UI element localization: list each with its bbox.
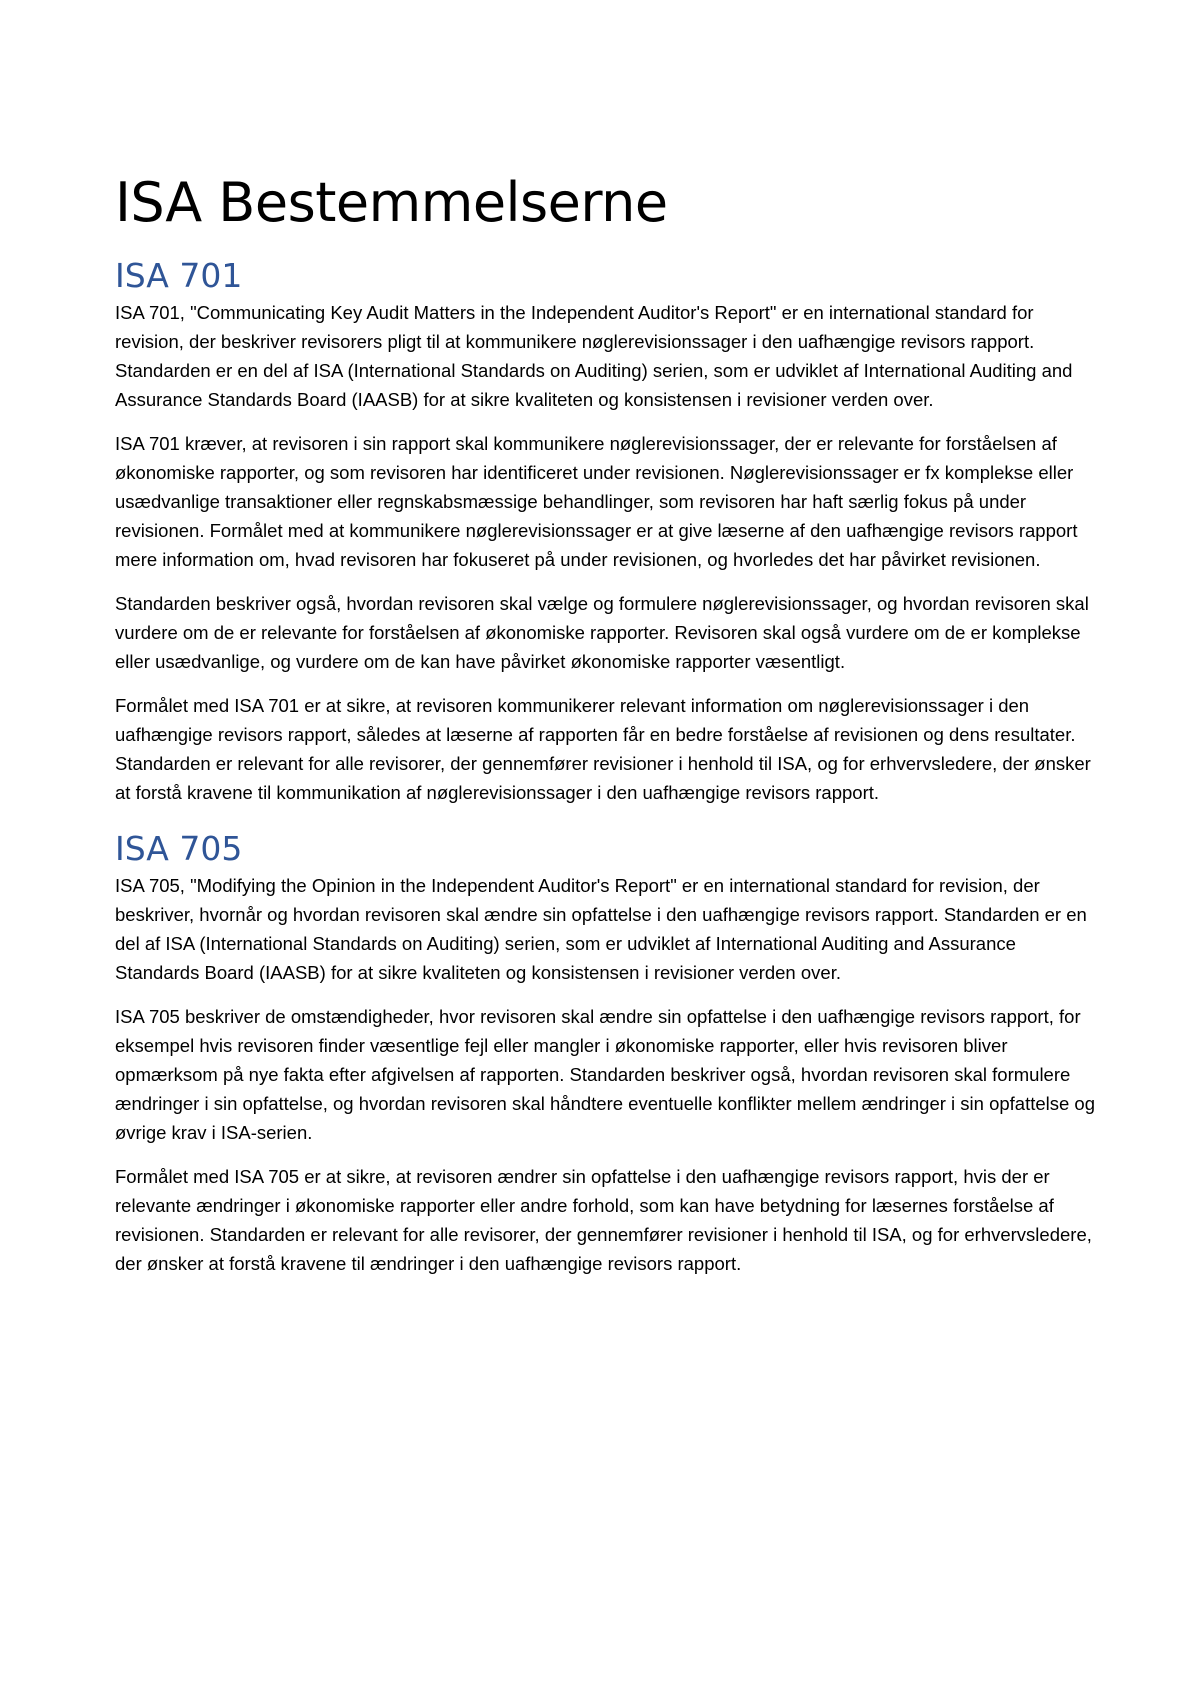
paragraph: ISA 705, "Modifying the Opinion in the Independent Auditor's Report" er en international standard for revision, der beskriver, hvornår og hvordan revisoren skal ændre sin opfattelse i den uafhængige revisors rapport. Standarden er en del af ISA (International Standards on Auditing) serien, som er udviklet af International Auditing and Assurance Standards Board (IAASB) for at sikre kvaliteten og konsistensen i revisioner verden over. xyxy=(115,875,1087,983)
section-isa-701 xyxy=(115,256,1105,807)
section-isa-705 xyxy=(115,829,1105,1278)
paragraph: Formålet med ISA 705 er at sikre, at revisoren ændrer sin opfattelse i den uafhængige revisors rapport, hvis der er relevante ændringer i økonomiske rapporter eller andre forhold, som kan have betydning for læsernes forståelse af revisionen. Standarden er relevant for alle revisorer, der gennemfører revisioner i henhold til ISA, og for erhvervsledere, der ønsker at forstå kravene til ændringer i den uafhængige revisors rapport. xyxy=(115,1166,1092,1274)
paragraph: ISA 705 beskriver de omstændigheder, hvor revisoren skal ændre sin opfattelse i den uafhængige revisors rapport, for eksempel hvis revisoren finder væsentlige fejl eller mangler i økonomiske rapporter, eller hvis revisoren bliver opmærksom på nye fakta efter afgivelsen af rapporten. Standarden beskriver også, hvordan revisoren skal formulere ændringer i sin opfattelse, og hvordan revisoren skal håndtere eventuelle konflikter mellem ændringer i sin opfattelse og øvrige krav i ISA-serien. xyxy=(115,1006,1096,1143)
paragraph: ISA 701 kræver, at revisoren i sin rapport skal kommunikere nøglerevisionssager, der er relevante for forståelsen af økonomiske rapporter, og som revisoren har identificeret under revisionen. Nøglerevisionssager er fx komplekse eller usædvanlige transaktioner eller regnskabsmæssige behandlinger, som revisoren har haft særlig fokus på under revisionen. Formålet med at kommunikere nøglerevisionssager er at give læserne af den uafhængige revisors rapport mere information om, hvad revisoren har fokuseret på under revisionen, og hvorledes det har påvirket revisionen. xyxy=(115,433,1078,570)
document-title: ISA Bestemmelserne xyxy=(115,171,668,234)
document-page xyxy=(115,170,1105,1293)
section-heading: ISA 705 xyxy=(115,829,243,868)
section-heading: ISA 701 xyxy=(115,256,243,295)
paragraph: ISA 701, "Communicating Key Audit Matters in the Independent Auditor's Report" er en international standard for revision, der beskriver revisorers pligt til at kommunikere nøglerevisionssager i den uafhængige revisors rapport. Standarden er en del af ISA (International Standards on Auditing) serien, som er udviklet af International Auditing and Assurance Standards Board (IAASB) for at sikre kvaliteten og konsistensen i revisioner verden over. xyxy=(115,302,1073,410)
paragraph: Standarden beskriver også, hvordan revisoren skal vælge og formulere nøglerevisionssager, og hvordan revisoren skal vurdere om de er relevante for forståelsen af økonomiske rapporter. Revisoren skal også vurdere om de er komplekse eller usædvanlige, og vurdere om de kan have påvirket økonomiske rapporter væsentligt. xyxy=(115,593,1089,672)
paragraph: Formålet med ISA 701 er at sikre, at revisoren kommunikerer relevant information om nøglerevisionssager i den uafhængige revisors rapport, således at læserne af rapporten får en bedre forståelse af revisionen og dens resultater. Standarden er relevant for alle revisorer, der gennemfører revisioner i henhold til ISA, og for erhvervsledere, der ønsker at forstå kravene til kommunikation af nøglerevisionssager i den uafhængige revisors rapport. xyxy=(115,695,1091,803)
